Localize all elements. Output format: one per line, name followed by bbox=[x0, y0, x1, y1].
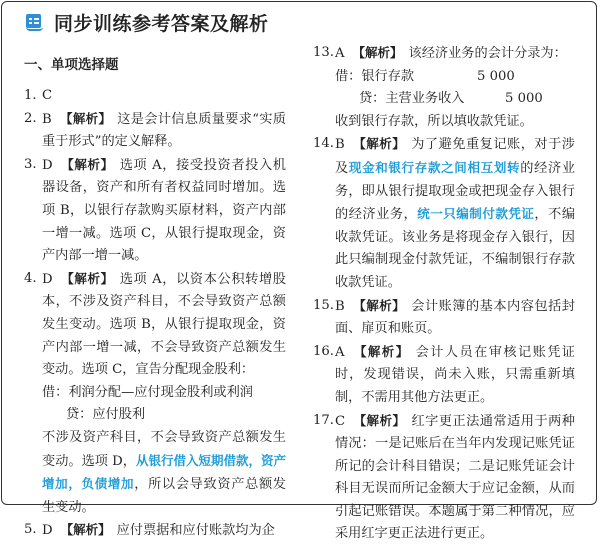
journal-credit-line: 贷：应付股利 bbox=[42, 404, 286, 427]
page-header bbox=[26, 10, 269, 34]
credit-account: 贷：主营业务收入 bbox=[359, 88, 465, 111]
answer-letter: C bbox=[335, 414, 345, 429]
credit-amount: 5 000 bbox=[505, 88, 575, 111]
answer-item-15 bbox=[313, 295, 575, 341]
analysis-text: ，所以会导致资产总额发生变动。 bbox=[42, 477, 286, 515]
analysis-tag: 【解析】 bbox=[60, 111, 112, 126]
analysis-text: 为了避免重复记账，对于涉及 bbox=[335, 137, 575, 176]
left-column bbox=[24, 85, 286, 543]
debit-amount: 5 000 bbox=[477, 66, 547, 89]
analysis-tag: 【解析】 bbox=[353, 298, 406, 313]
item-number: 3. bbox=[24, 154, 37, 177]
highlighted-text: 现金和银行存款之间相互划转 bbox=[349, 160, 520, 175]
analysis-text: 会计账簿的基本内容包括封面、扉页和账页。 bbox=[335, 299, 575, 337]
journal-debit-line: 借：利润分配—应付现金股利或利润 bbox=[42, 382, 286, 405]
analysis-text: 不涉及资产科目，不会导致资产总额发生变动。选项 D， bbox=[42, 430, 286, 469]
analysis-tag: 【解析】 bbox=[353, 136, 406, 151]
answer-item-5 bbox=[24, 519, 286, 543]
answer-letter: A bbox=[335, 46, 345, 61]
answer-letter: D bbox=[42, 523, 53, 538]
right-column bbox=[313, 42, 575, 546]
analysis-tag: 【解析】 bbox=[61, 522, 111, 537]
answer-item-14 bbox=[313, 133, 575, 294]
analysis-tag: 【解析】 bbox=[353, 45, 403, 60]
analysis-text: ，不编收款凭证。该业务是将现金存入银行，因此只编制现金付款凭证，不编制银行存款收款凭证。 bbox=[335, 207, 575, 290]
answer-item-13 bbox=[313, 42, 575, 133]
item-number: 14. bbox=[313, 133, 334, 156]
answer-letter: B bbox=[335, 299, 345, 314]
item-number: 5. bbox=[24, 519, 37, 542]
analysis-text: 选项 A，接受投资者投入机器设备，资产和所有者权益同时增加。选项 B，以银行存款购买原材料，资产内部一增一减。选项 C，从银行提取现金，资产内部一增一减。 bbox=[42, 158, 286, 263]
answer-item-3 bbox=[24, 154, 286, 268]
item-number: 4. bbox=[24, 268, 37, 291]
answer-letter: C bbox=[42, 88, 52, 103]
item-number: 13. bbox=[313, 42, 334, 65]
analysis-text: 会计人员在审核记账凭证时，发现错误，尚未入账，只需重新填制，不需用其他方法更正。 bbox=[335, 345, 575, 405]
answer-letter: B bbox=[335, 137, 345, 152]
answer-letter: B bbox=[42, 112, 52, 127]
analysis-text: 选项 A，以资本公积转增股本，不涉及资产科目，不会导致资产总额发生变动。选项 B，从银行提取现金，资产内部一增一减，不会导致资产总额发生变动。选项 C，宣告分配现金股利： bbox=[42, 272, 286, 377]
item-number: 17. bbox=[313, 410, 334, 433]
analysis-text: 该经济业务的会计分录为： bbox=[409, 46, 567, 61]
journal-credit-line bbox=[335, 88, 575, 111]
answer-item-1 bbox=[24, 85, 286, 108]
answer-item-4 bbox=[24, 268, 286, 520]
answer-letter: D bbox=[42, 158, 53, 173]
item-number: 15. bbox=[313, 295, 334, 318]
answer-letter: D bbox=[42, 272, 53, 287]
analysis-text: 应付票据和应付账款均为企 bbox=[117, 523, 275, 538]
analysis-text: 红字更正法通常适用于两种情况：一是记账后在当年内发现记账凭证所记的会计科目错误；二是记账凭证会计科目无误而所记金额大于应记金额，从而引起记账错误。本题属于第二种情况，应采用红字更正法进行更正。 bbox=[335, 414, 575, 542]
answer-item-16 bbox=[313, 341, 575, 410]
section-title: 一、单项选择题 bbox=[24, 53, 119, 73]
answer-letter: A bbox=[335, 345, 345, 360]
item-number: 1. bbox=[24, 85, 37, 108]
analysis-tag: 【解析】 bbox=[353, 344, 410, 359]
debit-account: 借：银行存款 bbox=[335, 66, 414, 89]
answer-item-2 bbox=[24, 108, 286, 154]
analysis-text: 的经济业务，即从银行提取现金或把现金存入银行的经济业务， bbox=[335, 161, 575, 222]
answer-item-17 bbox=[313, 410, 575, 546]
item-number: 2. bbox=[24, 108, 37, 131]
analysis-tag: 【解析】 bbox=[61, 157, 114, 172]
document-list-icon bbox=[26, 14, 43, 31]
analysis-text: 收到银行存款，所以填收款凭证。 bbox=[335, 114, 533, 129]
journal-debit-line bbox=[335, 66, 575, 89]
item-number: 16. bbox=[313, 341, 334, 364]
page-title: 同步训练参考答案及解析 bbox=[54, 9, 269, 36]
analysis-tag: 【解析】 bbox=[61, 271, 114, 286]
highlighted-text: 从银行借入短期借款，资产增加，负债增加 bbox=[42, 453, 286, 492]
analysis-text: 这是会计信息质量要求“实质重于形式”的定义解释。 bbox=[42, 112, 286, 150]
analysis-tag: 【解析】 bbox=[353, 413, 405, 428]
highlighted-text: 统一只编制付款凭证 bbox=[417, 206, 534, 221]
